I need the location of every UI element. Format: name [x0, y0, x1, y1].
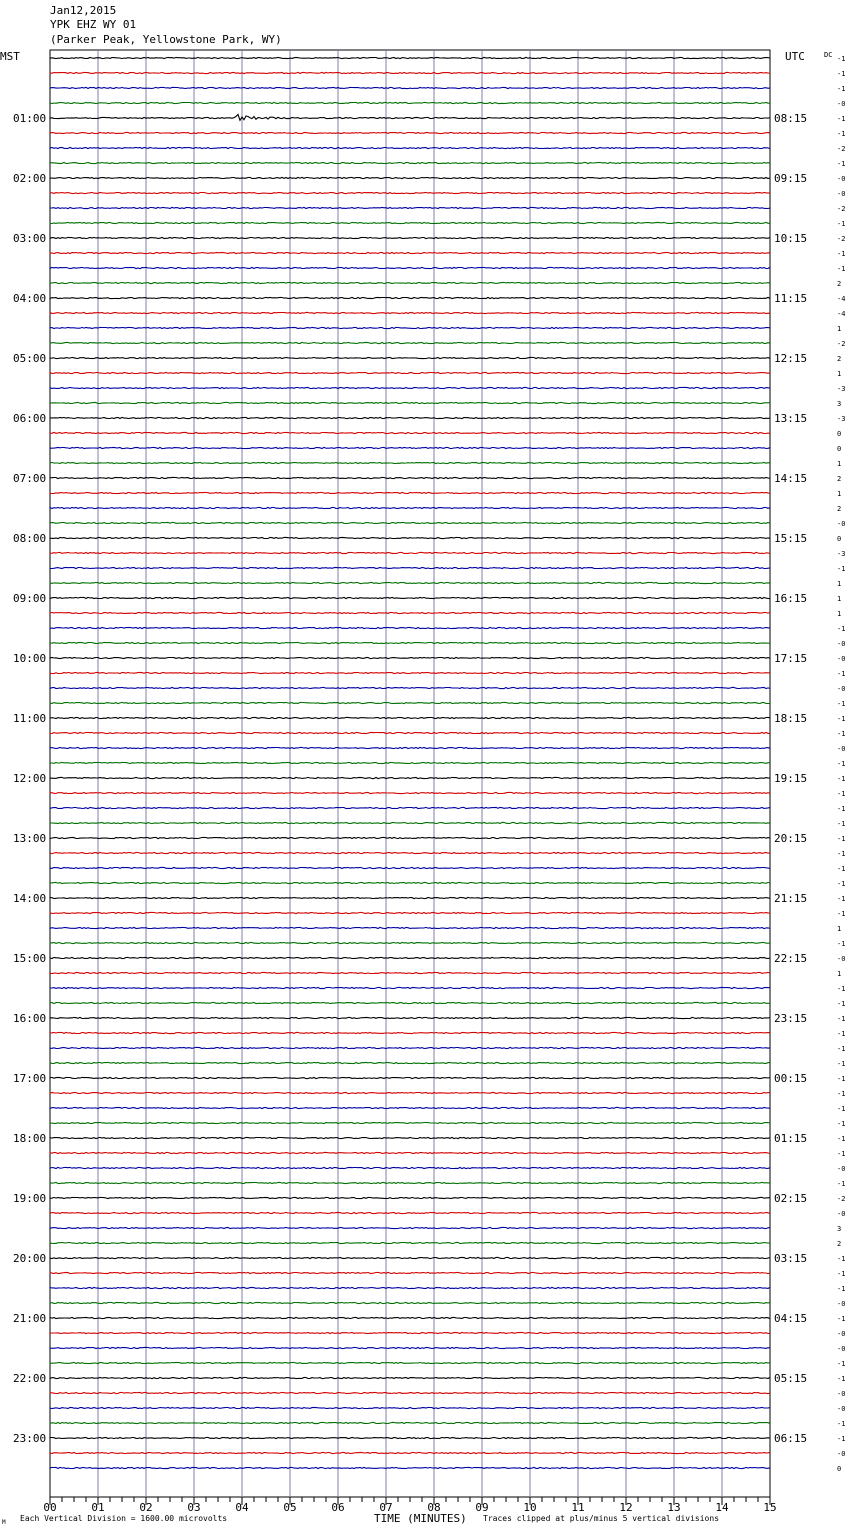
dc-offset-label: 1 — [837, 460, 842, 468]
dc-offset-label: -1 — [837, 1180, 846, 1188]
x-tick-label: 09 — [475, 1501, 489, 1514]
dc-offset-label: -1 — [837, 1030, 846, 1038]
dc-offset-label: -1 — [837, 1315, 846, 1323]
dc-offset-label: -1 — [837, 730, 846, 738]
seismic-trace — [50, 972, 770, 973]
seismic-trace — [50, 642, 770, 643]
mst-hour-label: 16:00 — [13, 1012, 47, 1025]
seismic-trace — [50, 1407, 770, 1408]
seismic-trace — [50, 1062, 770, 1063]
seismic-trace — [50, 492, 770, 493]
seismic-trace — [50, 837, 770, 838]
dc-offset-label: 3 — [837, 1225, 842, 1233]
seismic-trace — [50, 657, 770, 658]
seismic-trace — [50, 1107, 770, 1108]
dc-offset-label: -0 — [837, 100, 846, 108]
seismic-trace — [50, 72, 770, 73]
dc-offset-label: -2 — [837, 145, 846, 153]
x-tick-label: 06 — [331, 1501, 345, 1514]
seismic-trace — [50, 777, 770, 778]
utc-hour-label: 12:15 — [774, 352, 808, 365]
utc-hour-label: 19:15 — [774, 772, 808, 785]
dc-offset-label: -0 — [837, 955, 846, 963]
x-tick-label: 12 — [619, 1501, 633, 1514]
seismic-trace — [50, 297, 770, 298]
dc-offset-label: -0 — [837, 655, 846, 663]
x-axis-title: TIME (MINUTES) — [374, 1512, 467, 1525]
dc-offset-label: -1 — [837, 880, 846, 888]
seismic-trace — [50, 552, 770, 553]
seismic-trace — [50, 132, 770, 133]
seismic-trace — [50, 927, 770, 928]
utc-hour-label: 03:15 — [774, 1252, 808, 1265]
utc-hour-label: 02:15 — [774, 1192, 808, 1205]
seismic-trace — [50, 282, 770, 283]
seismic-trace — [50, 237, 770, 238]
mst-hour-label: 04:00 — [13, 292, 47, 305]
dc-offset-label: -1 — [837, 850, 846, 858]
seismic-trace — [50, 1332, 770, 1333]
utc-hour-label: 06:15 — [774, 1432, 808, 1445]
dc-offset-label: 1 — [837, 610, 842, 618]
seismic-trace — [50, 1437, 770, 1438]
seismic-trace — [50, 57, 770, 58]
seismic-trace — [50, 942, 770, 943]
mst-hour-label: 13:00 — [13, 832, 47, 845]
seismic-trace — [50, 312, 770, 313]
utc-hour-label: 13:15 — [774, 412, 808, 425]
utc-hour-label: 05:15 — [774, 1372, 808, 1385]
seismic-trace — [50, 1317, 770, 1318]
dc-offset-label: 1 — [837, 595, 842, 603]
x-tick-label: 14 — [715, 1501, 729, 1514]
seismic-trace — [50, 1422, 770, 1423]
utc-hour-label: 01:15 — [774, 1132, 808, 1145]
seismic-trace — [50, 1302, 770, 1303]
seismic-trace — [50, 957, 770, 958]
dc-offset-label: -1 — [837, 1360, 846, 1368]
utc-hour-label: 22:15 — [774, 952, 808, 965]
dc-offset-label: -4 — [837, 310, 846, 318]
dc-offset-label: -1 — [837, 220, 846, 228]
dc-offset-label: 1 — [837, 490, 842, 498]
seismic-trace — [50, 327, 770, 328]
dc-offset-label: -0 — [837, 175, 846, 183]
utc-hour-label: 04:15 — [774, 1312, 808, 1325]
seismic-trace — [50, 717, 770, 718]
mst-hour-label: 06:00 — [13, 412, 47, 425]
dc-offset-label: -1 — [837, 1135, 846, 1143]
dc-offset-label: 2 — [837, 355, 842, 363]
dc-offset-label: -1 — [837, 910, 846, 918]
seismic-trace — [50, 1272, 770, 1273]
dc-offset-label: 0 — [837, 1465, 842, 1473]
seismic-trace — [50, 147, 770, 148]
mst-hour-label: 14:00 — [13, 892, 47, 905]
seismic-trace — [50, 1032, 770, 1033]
seismic-trace — [50, 867, 770, 868]
x-tick-label: 08 — [427, 1501, 441, 1514]
dc-offset-label: -3 — [837, 550, 846, 558]
mst-hour-label: 03:00 — [13, 232, 47, 245]
dc-offset-label: -2 — [837, 1195, 846, 1203]
x-tick-label: 13 — [667, 1501, 681, 1514]
dc-offset-label: -1 — [837, 250, 846, 258]
mst-hour-label: 21:00 — [13, 1312, 47, 1325]
utc-hour-label: 10:15 — [774, 232, 808, 245]
utc-hour-label: 17:15 — [774, 652, 808, 665]
dc-offset-label: -1 — [837, 130, 846, 138]
seismic-trace — [50, 1392, 770, 1393]
plot-date: Jan12,2015 — [50, 4, 117, 17]
dc-offset-label: -3 — [837, 385, 846, 393]
dc-offset-label: 1 — [837, 370, 842, 378]
utc-hour-label: 18:15 — [774, 712, 808, 725]
dc-offset-label: -1 — [837, 715, 846, 723]
seismic-trace — [50, 1362, 770, 1363]
dc-offset-label: -1 — [837, 625, 846, 633]
seismic-trace — [50, 1077, 770, 1078]
dc-offset-label: -1 — [837, 1285, 846, 1293]
seismic-trace — [50, 687, 770, 688]
seismic-trace — [50, 897, 770, 898]
mst-hour-label: 02:00 — [13, 172, 47, 185]
dc-offset-label: -1 — [837, 1255, 846, 1263]
seismic-trace — [50, 342, 770, 343]
dc-offset-label: -0 — [837, 1390, 846, 1398]
dc-offset-label: 0 — [837, 445, 842, 453]
x-tick-label: 02 — [139, 1501, 153, 1514]
seismic-trace — [50, 597, 770, 598]
dc-offset-label: 1 — [837, 580, 842, 588]
utc-hour-label: 14:15 — [774, 472, 808, 485]
x-tick-label: 01 — [91, 1501, 105, 1514]
seismic-trace — [50, 792, 770, 793]
seismic-trace — [50, 447, 770, 448]
utc-hour-label: 08:15 — [774, 112, 808, 125]
seismic-trace — [50, 417, 770, 418]
x-tick-label: 07 — [379, 1501, 393, 1514]
dc-offset-label: -1 — [837, 115, 846, 123]
dc-offset-label: -0 — [837, 1165, 846, 1173]
x-tick-label: 03 — [187, 1501, 201, 1514]
seismic-trace — [50, 387, 770, 388]
seismic-trace — [50, 702, 770, 703]
dc-offset-label: 3 — [837, 400, 842, 408]
seismic-trace — [50, 567, 770, 568]
dc-offset-label: 0 — [837, 430, 842, 438]
seismic-trace — [50, 477, 770, 478]
seismic-trace — [50, 912, 770, 913]
dc-offset-label: -1 — [837, 760, 846, 768]
dc-offset-label: -1 — [837, 160, 846, 168]
mst-hour-label: 09:00 — [13, 592, 47, 605]
dc-offset-label: -4 — [837, 295, 846, 303]
dc-offset-label: -1 — [837, 1420, 846, 1428]
dc-offset-label: -0 — [837, 1405, 846, 1413]
seismic-trace — [50, 582, 770, 583]
dc-offset-label: -1 — [837, 565, 846, 573]
seismic-trace — [50, 1347, 770, 1348]
dc-header-label: DC — [824, 51, 833, 59]
dc-offset-label: -1 — [837, 865, 846, 873]
seismic-trace — [50, 372, 770, 373]
utc-hour-label: 09:15 — [774, 172, 808, 185]
vertical-division-note: Each Vertical Division = 1600.00 microvolts — [20, 1514, 228, 1523]
seismic-trace — [50, 1182, 770, 1183]
dc-offset-label: -1 — [837, 940, 846, 948]
x-tick-label: 15 — [763, 1501, 777, 1514]
dc-offset-label: 1 — [837, 970, 842, 978]
dc-offset-label: -0 — [837, 685, 846, 693]
dc-offset-label: -1 — [837, 1060, 846, 1068]
seismic-trace — [50, 852, 770, 853]
dc-offset-label: -2 — [837, 205, 846, 213]
seismic-trace — [50, 1377, 770, 1378]
seismic-trace — [50, 987, 770, 988]
x-tick-label: 04 — [235, 1501, 249, 1514]
utc-hour-label: 15:15 — [774, 532, 808, 545]
dc-offset-label: -2 — [837, 235, 846, 243]
dc-offset-label: -1 — [837, 700, 846, 708]
dc-offset-label: -1 — [837, 775, 846, 783]
seismic-trace — [50, 1047, 770, 1048]
mst-hour-label: 05:00 — [13, 352, 47, 365]
dc-offset-label: -1 — [837, 1375, 846, 1383]
dc-offset-label: -0 — [837, 745, 846, 753]
utc-hour-label: 20:15 — [774, 832, 808, 845]
dc-offset-label: -1 — [837, 1435, 846, 1443]
seismic-trace — [50, 462, 770, 463]
seismic-trace — [50, 1122, 770, 1123]
mst-hour-label: 10:00 — [13, 652, 47, 665]
dc-offset-label: -1 — [837, 70, 846, 78]
seismic-trace — [50, 1257, 770, 1258]
x-tick-label: 10 — [523, 1501, 537, 1514]
mst-hour-label: 23:00 — [13, 1432, 47, 1445]
dc-offset-label: -1 — [837, 985, 846, 993]
dc-offset-label: 2 — [837, 1240, 842, 1248]
seismic-trace — [50, 1242, 770, 1243]
seismic-trace — [50, 672, 770, 673]
dc-offset-label: -0 — [837, 1450, 846, 1458]
mst-hour-label: 20:00 — [13, 1252, 47, 1265]
dc-offset-label: -1 — [837, 1105, 846, 1113]
dc-offset-label: -1 — [837, 1120, 846, 1128]
clip-note: Traces clipped at plus/minus 5 vertical divisions — [483, 1514, 720, 1523]
seismic-trace — [50, 612, 770, 613]
dc-offset-label: -0 — [837, 640, 846, 648]
x-tick-label: 05 — [283, 1501, 297, 1514]
mst-hour-label: 12:00 — [13, 772, 47, 785]
seismic-trace — [50, 102, 770, 103]
seismic-trace — [50, 1197, 770, 1198]
dc-offset-label: -3 — [837, 415, 846, 423]
seismic-trace — [50, 432, 770, 433]
dc-offset-label: 1 — [837, 325, 842, 333]
dc-offset-label: -1 — [837, 1045, 846, 1053]
dc-offset-label: -1 — [837, 55, 846, 63]
dc-offset-label: -1 — [837, 1015, 846, 1023]
dc-offset-label: -0 — [837, 520, 846, 528]
corner-mark: M — [2, 1519, 6, 1526]
seismic-trace — [50, 1227, 770, 1228]
seismic-trace — [50, 114, 770, 120]
utc-hour-label: 00:15 — [774, 1072, 808, 1085]
seismic-trace — [50, 402, 770, 403]
dc-offset-label: -1 — [837, 820, 846, 828]
seismic-trace — [50, 822, 770, 823]
dc-offset-label: -0 — [837, 1345, 846, 1353]
mst-hour-label: 15:00 — [13, 952, 47, 965]
seismic-trace — [50, 1167, 770, 1168]
seismic-trace — [50, 807, 770, 808]
seismic-trace — [50, 177, 770, 178]
mst-hour-label: 07:00 — [13, 472, 47, 485]
station-code: YPK EHZ WY 01 — [50, 18, 137, 31]
seismic-trace — [50, 222, 770, 223]
dc-offset-label: 2 — [837, 475, 842, 483]
seismic-trace — [50, 1137, 770, 1138]
dc-offset-label: -1 — [837, 1075, 846, 1083]
utc-hour-label: 16:15 — [774, 592, 808, 605]
seismic-trace — [50, 357, 770, 358]
seismic-trace — [50, 507, 770, 508]
dc-offset-label: -2 — [837, 340, 846, 348]
dc-offset-label: -1 — [837, 805, 846, 813]
seismic-trace — [50, 1017, 770, 1018]
dc-offset-label: -1 — [837, 85, 846, 93]
dc-offset-label: -1 — [837, 790, 846, 798]
mst-hour-label: 17:00 — [13, 1072, 47, 1085]
seismic-trace — [50, 1287, 770, 1288]
dc-offset-label: -0 — [837, 1210, 846, 1218]
seismic-trace — [50, 207, 770, 208]
dc-offset-label: -1 — [837, 835, 846, 843]
seismic-trace — [50, 1212, 770, 1213]
dc-offset-label: 0 — [837, 535, 842, 543]
seismic-trace — [50, 252, 770, 253]
mst-hour-label: 01:00 — [13, 112, 47, 125]
utc-axis-label: UTC — [785, 50, 805, 63]
dc-offset-label: -1 — [837, 1000, 846, 1008]
dc-offset-label: -1 — [837, 670, 846, 678]
seismic-trace — [50, 882, 770, 883]
seismic-trace — [50, 1002, 770, 1003]
seismic-trace — [50, 162, 770, 163]
mst-hour-label: 19:00 — [13, 1192, 47, 1205]
mst-hour-label: 11:00 — [13, 712, 47, 725]
dc-offset-label: -1 — [837, 1150, 846, 1158]
utc-hour-label: 21:15 — [774, 892, 808, 905]
dc-offset-label: -1 — [837, 895, 846, 903]
mst-hour-label: 18:00 — [13, 1132, 47, 1145]
seismic-trace — [50, 192, 770, 193]
dc-offset-label: 2 — [837, 280, 842, 288]
dc-offset-label: -0 — [837, 1330, 846, 1338]
dc-offset-label: 2 — [837, 505, 842, 513]
seismic-trace — [50, 537, 770, 538]
dc-offset-label: -1 — [837, 1090, 846, 1098]
seismic-trace — [50, 747, 770, 748]
dc-offset-label: -0 — [837, 190, 846, 198]
seismic-trace — [50, 1452, 770, 1453]
seismic-trace — [50, 762, 770, 763]
utc-hour-label: 11:15 — [774, 292, 808, 305]
seismic-trace — [50, 1152, 770, 1153]
mst-hour-label: 22:00 — [13, 1372, 47, 1385]
dc-offset-label: -0 — [837, 1300, 846, 1308]
seismic-trace — [50, 87, 770, 88]
dc-offset-label: 1 — [837, 925, 842, 933]
mst-hour-label: 08:00 — [13, 532, 47, 545]
seismic-trace — [50, 267, 770, 268]
mst-axis-label: MST — [0, 50, 20, 63]
seismic-trace — [50, 1467, 770, 1468]
utc-hour-label: 23:15 — [774, 1012, 808, 1025]
seismic-trace — [50, 732, 770, 733]
x-tick-label: 00 — [43, 1501, 57, 1514]
seismic-trace — [50, 522, 770, 523]
x-tick-label: 11 — [571, 1501, 585, 1514]
seismic-trace — [50, 1092, 770, 1093]
seismic-trace — [50, 627, 770, 628]
dc-offset-label: -1 — [837, 1270, 846, 1278]
station-location: (Parker Peak, Yellowstone Park, WY) — [50, 33, 282, 46]
dc-offset-label: -1 — [837, 265, 846, 273]
